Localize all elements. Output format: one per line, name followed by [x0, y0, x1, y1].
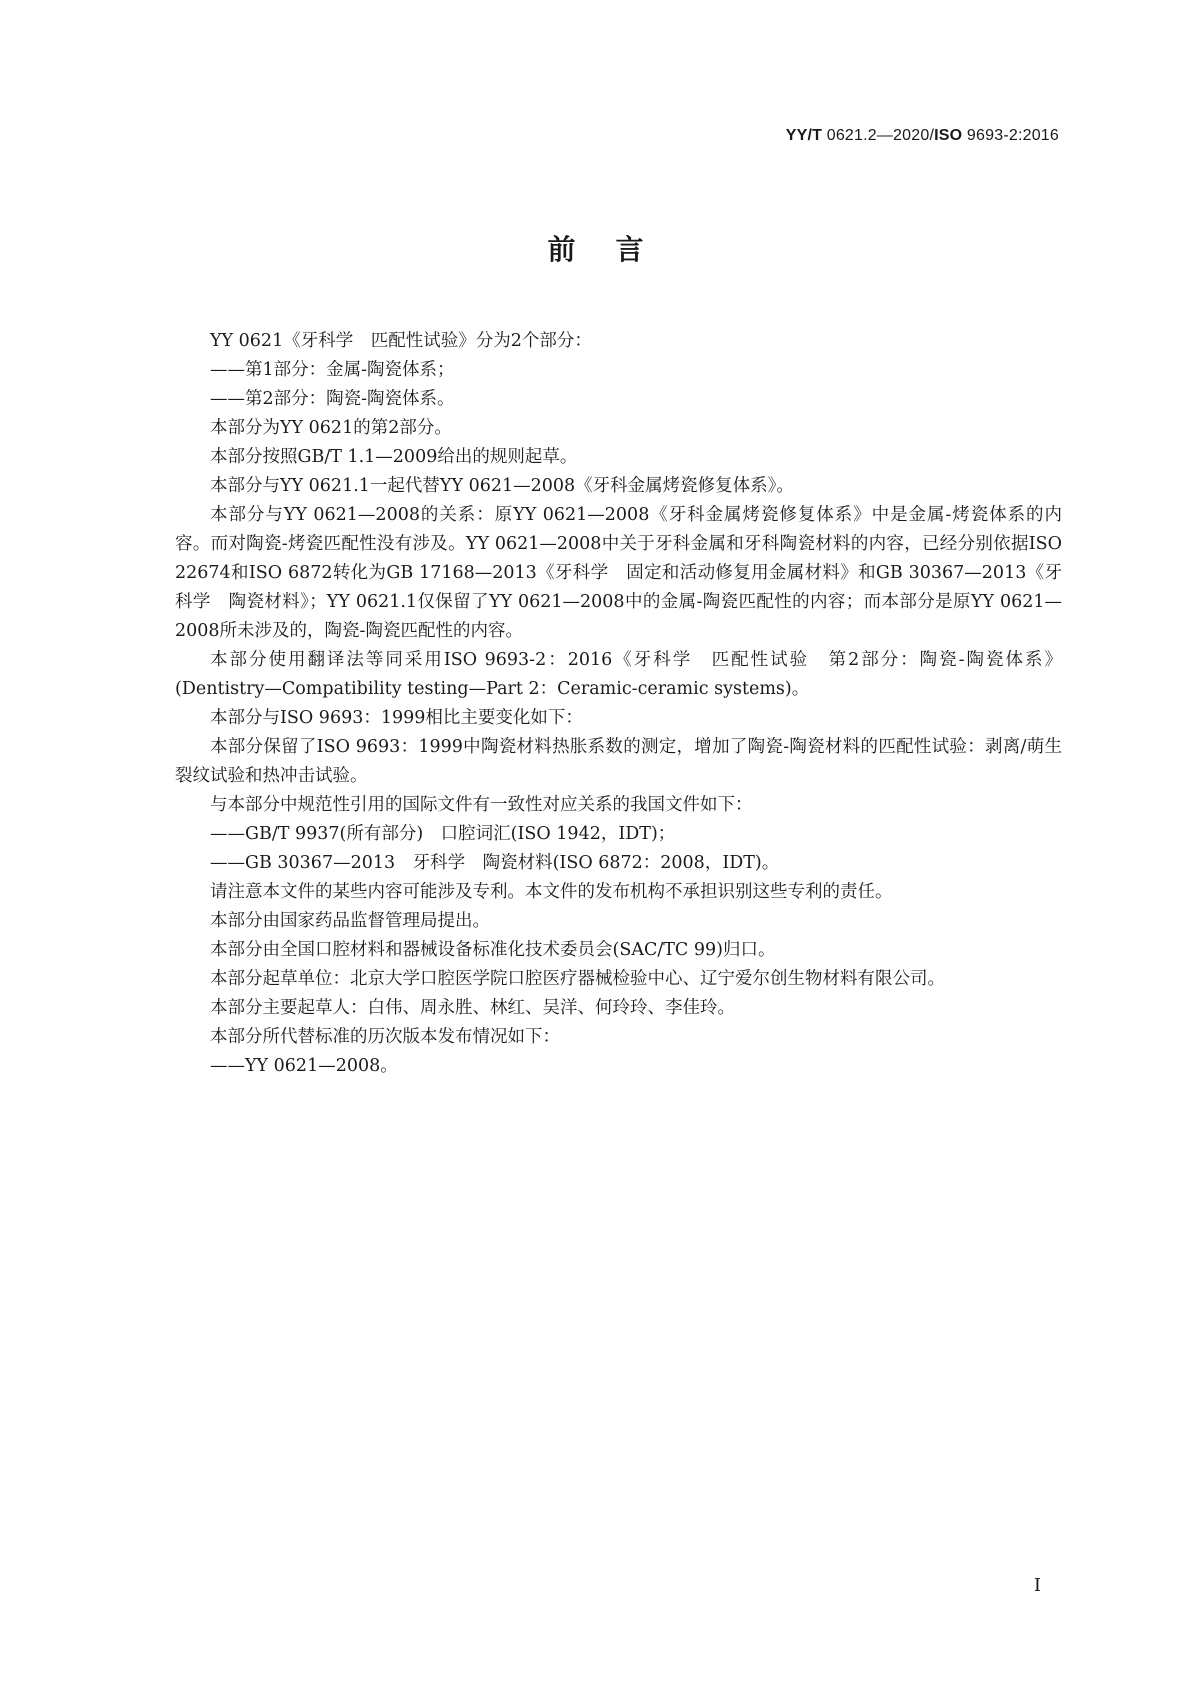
paragraph-drafting-units: 本部分起草单位：北京大学口腔医学院口腔医疗器械检验中心、辽宁爱尔创生物材料有限公司。 [210, 969, 945, 989]
paragraph-changes: 本部分保留了ISO 9693：1999中陶瓷材料热胀系数的测定，增加了陶瓷-陶瓷材料的匹配性试验：剥离/萌生裂纹试验和热冲击试验。 [175, 737, 1062, 786]
standard-code-header [786, 127, 1059, 145]
paragraph-references-intro: 与本部分中规范性引用的国际文件有一致性对应关系的我国文件如下： [210, 795, 753, 815]
paragraph-drafting-rules: 本部分按照GB/T 1.1—2009给出的规则起草。 [210, 447, 578, 467]
iso-code-number: 9693-2:2016 [962, 127, 1059, 144]
paragraph-translation: 本部分使用翻译法等同采用ISO 9693-2：2016《牙科学 匹配性试验 第2部分：陶瓷-陶瓷体系》(Dentistry—Compatibility testing—Part 2：Ceramic-ceramic systems)。 [175, 650, 1062, 699]
list-item-reference2: ——GB 30367—2013 牙科学 陶瓷材料(ISO 6872：2008，IDT)。 [210, 853, 780, 873]
standard-code-number: 0621.2—2020/ [822, 127, 935, 144]
list-item-part2: ——第2部分：陶瓷-陶瓷体系。 [210, 389, 455, 409]
iso-prefix: ISO [934, 127, 963, 144]
paragraph-relationship: 本部分与YY 0621—2008的关系：原YY 0621—2008《牙科金属烤瓷修复体系》中是金属-烤瓷体系的内容。而对陶瓷-烤瓷匹配性没有涉及。YY 0621—2008中关于牙科金属和牙科陶瓷材料的内容，已经分别依据ISO 22674和ISO 6872转化为GB 17168—2013《牙科学 固定和活动修复用金属材料》和GB 30367—2013《牙科学 陶瓷材料》；YY 0621.1仅保留了YY 0621—2008中的金属-陶瓷匹配性的内容；而本部分是原YY 0621—2008所未涉及的，陶瓷-陶瓷匹配性的内容。 [175, 505, 1062, 641]
page-number: I [1033, 1575, 1041, 1596]
list-item-reference1: ——GB/T 9937(所有部分) 口腔词汇(ISO 1942，IDT)； [210, 824, 676, 844]
paragraph-drafters: 本部分主要起草人：白伟、周永胜、林红、吴洋、何玲玲、李佳玲。 [210, 998, 735, 1018]
list-item-part1: ——第1部分：金属-陶瓷体系； [210, 360, 455, 380]
standard-code-prefix: YY/T [785, 127, 823, 144]
foreword-body [175, 327, 1062, 1081]
paragraph-parts-intro: YY 0621《牙科学 匹配性试验》分为2个部分： [210, 331, 592, 351]
paragraph-patent-notice: 请注意本文件的某些内容可能涉及专利。本文件的发布机构不承担识别这些专利的责任。 [210, 882, 893, 902]
paragraph-centralized-by: 本部分由全国口腔材料和器械设备标准化技术委员会(SAC/TC 99)归口。 [210, 940, 776, 960]
paragraph-proposed-by: 本部分由国家药品监督管理局提出。 [210, 911, 490, 931]
page-title: 前言 [547, 233, 684, 266]
paragraph-changes-intro: 本部分与ISO 9693：1999相比主要变化如下： [210, 708, 583, 728]
paragraph-replaces: 本部分与YY 0621.1一起代替YY 0621—2008《牙科金属烤瓷修复体系》。 [210, 476, 794, 496]
paragraph-history-intro: 本部分所代替标准的历次版本发布情况如下： [210, 1027, 560, 1047]
paragraph-this-part: 本部分为YY 0621的第2部分。 [210, 418, 452, 438]
list-item-history: ——YY 0621—2008。 [210, 1056, 398, 1076]
